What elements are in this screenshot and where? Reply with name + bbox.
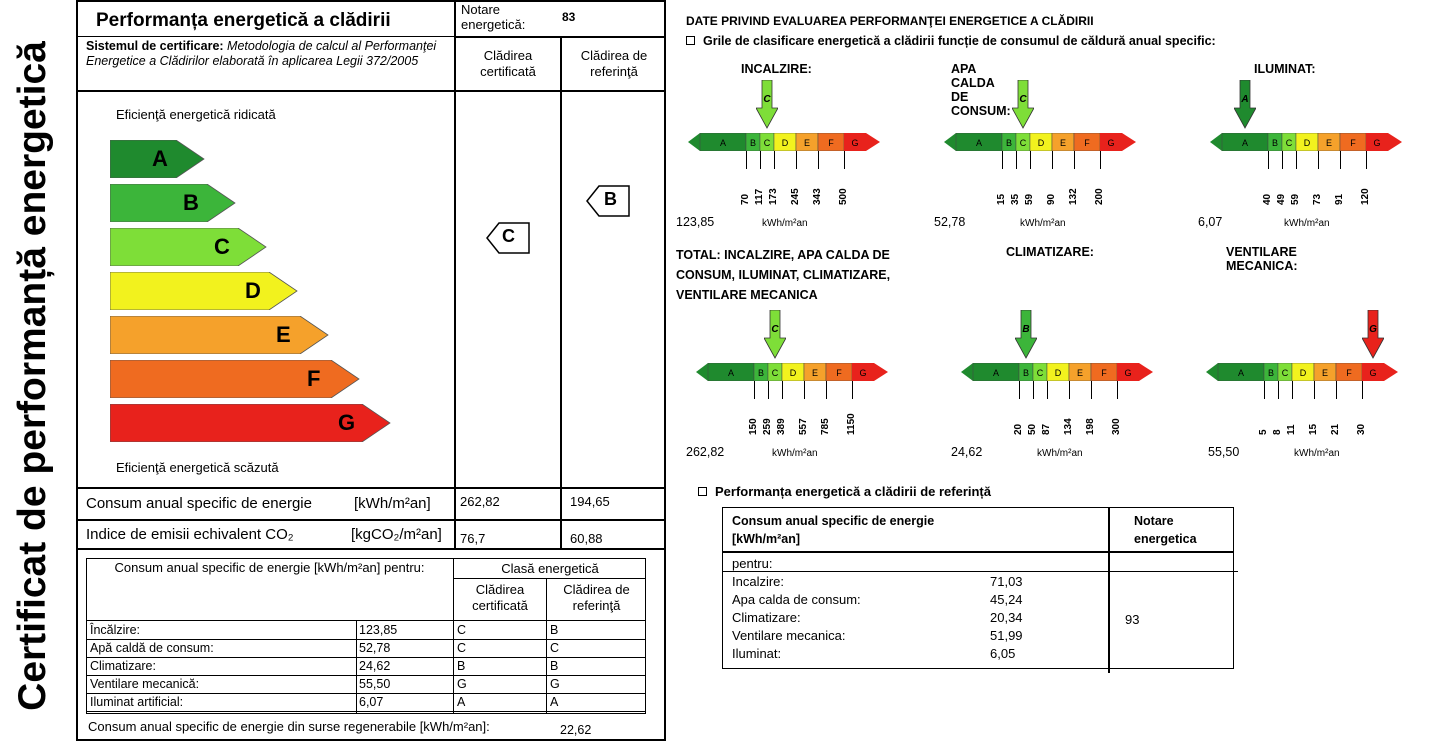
scale-tick <box>1019 381 1020 399</box>
scale-tick <box>1318 151 1319 169</box>
table-row <box>86 621 646 640</box>
table-cell-ref: B <box>550 623 559 637</box>
scale-tick <box>1264 381 1265 399</box>
scale-tick-label: 117 <box>754 188 765 205</box>
svg-text:B: B <box>1022 324 1030 335</box>
consum-cert: 262,82 <box>460 494 500 509</box>
co2-label: Indice de emisii echivalent CO₂ <box>86 526 294 543</box>
scale-tick-label: 35 <box>1010 193 1021 205</box>
scale-tick <box>1074 151 1075 169</box>
divider-v1 <box>454 0 456 548</box>
scale-tick <box>1314 381 1315 399</box>
ct-header-ref: Clădirea de referinţă <box>563 582 630 613</box>
co2-cert: 76,7 <box>460 531 486 546</box>
table-cell-value: 52,78 <box>359 641 391 655</box>
scale-tick <box>746 151 747 169</box>
table-row <box>86 657 646 676</box>
scale-tick-label: 91 <box>1334 193 1345 205</box>
ref-row-name: Ventilare mecanica: <box>732 628 846 643</box>
svg-text:A: A <box>727 368 735 378</box>
divider-h4 <box>76 548 666 550</box>
grile-title-text: Grile de clasificare energetică a clădirii funcție de consumul de căldură anual specific: <box>703 34 1216 48</box>
scale-marker-arrow-icon <box>756 80 778 135</box>
svg-text:C: C <box>1285 138 1293 148</box>
scale-tick <box>1052 151 1053 169</box>
svg-text:E: E <box>1325 138 1333 148</box>
svg-text:F: F <box>836 368 842 378</box>
scale-tick-label: 557 <box>798 418 809 435</box>
scale-tick <box>1016 151 1017 169</box>
left-panel <box>76 0 666 741</box>
energy-class-letter: B <box>183 190 199 215</box>
rt-notare: 93 <box>1125 612 1140 627</box>
notare-label: Notare energetică: <box>461 2 526 32</box>
scale-tick-label: 59 <box>1024 193 1035 205</box>
svg-text:D: D <box>781 138 789 148</box>
scale-tick-label: 11 <box>1286 424 1297 435</box>
scale-tick-label: 389 <box>776 418 787 435</box>
ref-row-value: 51,99 <box>990 628 1023 643</box>
scale-tick-label: 120 <box>1360 188 1371 205</box>
svg-text:D: D <box>789 368 797 378</box>
energy-class-bar-f <box>110 360 361 403</box>
svg-text:C: C <box>1019 138 1027 148</box>
scale-unit: kWh/m²an <box>1020 218 1066 229</box>
ref-row-name: Iluminat: <box>732 646 782 661</box>
svg-text:E: E <box>811 368 819 378</box>
rt-h2 <box>722 571 1238 572</box>
scale-tick <box>1268 151 1269 169</box>
svg-text:E: E <box>803 138 811 148</box>
svg-text:A: A <box>1241 94 1249 105</box>
divider-h1 <box>76 90 666 92</box>
scale-marker-arrow-icon <box>1362 310 1384 365</box>
svg-text:A: A <box>1237 368 1245 378</box>
ref-row-value: 20,34 <box>990 610 1023 625</box>
scale-unit: kWh/m²an <box>1294 448 1340 459</box>
scale-tick-label: 785 <box>820 418 831 435</box>
scale-tick-label: 73 <box>1312 193 1323 205</box>
table-cell-name: Ventilare mecanică: <box>90 677 200 691</box>
col-referinta: Clădirea de referinţă <box>580 48 648 79</box>
energy-class-bar-g <box>110 404 392 447</box>
consum-ref: 194,65 <box>570 494 610 509</box>
sistem-text <box>86 39 446 69</box>
ref-row-value: 6,05 <box>990 646 1016 661</box>
svg-text:C: C <box>1281 368 1289 378</box>
notare-value: 83 <box>562 10 576 24</box>
scale-tick-label: 134 <box>1063 418 1074 435</box>
svg-text:C: C <box>1036 368 1044 378</box>
ref-row-name: Climatizare: <box>732 610 801 625</box>
scale-tick <box>768 381 769 399</box>
energy-class-bar-a <box>110 140 206 183</box>
scale-tick-label: 59 <box>1290 193 1301 205</box>
scale-tick-label: 173 <box>768 188 779 205</box>
certified-class-letter: C <box>502 226 515 246</box>
table-cell-name: Încălzire: <box>90 623 141 637</box>
scale-value: 55,50 <box>1208 445 1240 459</box>
scale-value: 123,85 <box>676 215 715 229</box>
energy-class-bar-e <box>110 316 330 359</box>
rt-h1-text: Consum anual specific de energie [kWh/m²an] <box>732 514 935 546</box>
table-cell-value: 55,50 <box>359 677 391 691</box>
svg-text:A: A <box>719 138 727 148</box>
rt-h2-text: Notare energetica <box>1134 514 1197 546</box>
regen-value: 22,62 <box>560 723 592 737</box>
svg-text:C: C <box>771 324 779 335</box>
svg-text:F: F <box>1350 138 1356 148</box>
ref-title <box>698 484 991 499</box>
scale-tick <box>796 151 797 169</box>
svg-text:D: D <box>1037 138 1045 148</box>
scale-tick-label: 343 <box>812 188 823 205</box>
table-row <box>86 639 646 658</box>
svg-text:B: B <box>1022 368 1030 378</box>
scale-tick-label: 245 <box>790 188 801 205</box>
table-cell-name: Apă caldă de consum: <box>90 641 214 655</box>
ct-header-clasa: Clasă energetică <box>501 561 599 576</box>
scale-tick <box>1296 151 1297 169</box>
ref-title-text: Performanța energetică a clădirii de referință <box>715 484 991 499</box>
scale-tick <box>1336 381 1337 399</box>
scale-unit: kWh/m²an <box>1284 218 1330 229</box>
scale-marker-arrow-icon <box>764 310 786 365</box>
eff-low-label: Eficienţă energetică scăzută <box>116 460 279 475</box>
scale-title: APA CALDA DE CONSUM: <box>951 62 1011 118</box>
table-cell-value: 24,62 <box>359 659 391 673</box>
svg-text:C: C <box>1019 94 1027 105</box>
scale-unit: kWh/m²an <box>1037 448 1083 459</box>
rt-pentru: pentru: <box>732 556 773 571</box>
svg-text:G: G <box>1369 368 1377 378</box>
table-cell-ref: A <box>550 695 559 709</box>
svg-text:B: B <box>757 368 765 378</box>
scale-tick <box>1340 151 1341 169</box>
scale-title: ILUMINAT: <box>1254 62 1316 76</box>
scale-title: VENTILARE MECANICA: <box>1226 245 1298 273</box>
scale-tick <box>1069 381 1070 399</box>
divider-h0 <box>454 36 666 38</box>
scale-title: CLIMATIZARE: <box>1006 245 1094 259</box>
scale-tick-label: 50 <box>1027 423 1038 435</box>
svg-text:G: G <box>1373 138 1381 148</box>
table-cell-ref: B <box>550 659 559 673</box>
table-cell-name: Climatizare: <box>90 659 156 673</box>
rt-h1 <box>722 551 1234 553</box>
scale-tick <box>818 151 819 169</box>
svg-text:C: C <box>763 94 771 105</box>
scale-tick-label: 15 <box>996 193 1007 205</box>
svg-text:B: B <box>1267 368 1275 378</box>
ref-row-name: Incalzire: <box>732 574 785 589</box>
scale-tick <box>1278 381 1279 399</box>
svg-text:E: E <box>1076 368 1084 378</box>
scale-tick <box>782 381 783 399</box>
svg-text:B: B <box>1271 138 1279 148</box>
scale-tick-label: 200 <box>1094 188 1105 205</box>
energy-class-letter: E <box>276 322 291 347</box>
scale-tick <box>774 151 775 169</box>
co2-unit: [kgCO₂/m²an] <box>351 526 442 543</box>
scale-tick-label: 90 <box>1046 193 1057 205</box>
scale-tick-label: 300 <box>1111 418 1122 435</box>
energy-class-letter: G <box>338 410 356 435</box>
scale-title: TOTAL: INCALZIRE, APA CALDA DE CONSUM, ILUMINAT, CLIMATIZARE, VENTILARE MECANICA <box>676 248 891 302</box>
svg-text:B: B <box>749 138 757 148</box>
scale-tick <box>1117 381 1118 399</box>
consum-label: Consum anual specific de energie <box>86 495 312 512</box>
energy-class-letter: C <box>214 234 230 259</box>
reference-class-letter: B <box>604 189 617 209</box>
svg-text:A: A <box>975 138 983 148</box>
scale-tick <box>1366 151 1367 169</box>
table-cell-cert: G <box>457 677 467 691</box>
sistem-bold: Sistemul de certificare: <box>86 39 224 53</box>
energy-class-letter: A <box>152 146 168 171</box>
scale-title: INCALZIRE: <box>741 62 812 76</box>
table-cell-value: 6,07 <box>359 695 384 709</box>
regen-label: Consum anual specific de energie din surse regenerabile [kWh/m²an]: <box>88 719 490 734</box>
scale-tick <box>826 381 827 399</box>
svg-text:G: G <box>851 138 859 148</box>
scale-value: 262,82 <box>686 445 725 459</box>
energy-class-bar-d <box>110 272 299 315</box>
table-row <box>86 675 646 694</box>
scale-tick <box>804 381 805 399</box>
scale-tick <box>1100 151 1101 169</box>
vertical-title-container <box>0 0 66 751</box>
certified-class-marker <box>486 222 530 259</box>
scale-unit: kWh/m²an <box>772 448 818 459</box>
scale-marker-arrow-icon <box>1012 80 1034 135</box>
ref-row-value: 71,03 <box>990 574 1023 589</box>
right-panel <box>676 0 1438 751</box>
svg-text:F: F <box>1346 368 1352 378</box>
scale-marker-arrow-icon <box>1234 80 1256 135</box>
rt-v1 <box>1108 507 1110 673</box>
svg-text:A: A <box>1241 138 1249 148</box>
scale-tick <box>1002 151 1003 169</box>
table-cell-name: Iluminat artificial: <box>90 695 184 709</box>
table-cell-ref: C <box>550 641 560 655</box>
table-cell-cert: C <box>457 623 467 637</box>
divider-h2 <box>76 487 666 489</box>
ct-header-consum: Consum anual specific de energie [kWh/m²an] pentru: <box>114 560 425 575</box>
svg-text:E: E <box>1059 138 1067 148</box>
header-title-cell <box>78 2 454 37</box>
svg-text:C: C <box>763 138 771 148</box>
table-cell-ref: G <box>550 677 560 691</box>
eff-high-label: Eficienţă energetică ridicată <box>116 107 276 122</box>
scale-tick <box>760 151 761 169</box>
scale-tick <box>1033 381 1034 399</box>
scale-tick-label: 259 <box>762 418 773 435</box>
scale-tick-label: 87 <box>1041 423 1052 435</box>
svg-text:G: G <box>1369 324 1377 335</box>
scale-tick <box>1292 381 1293 399</box>
table-cell-cert: A <box>457 695 466 709</box>
divider-h3 <box>76 519 666 521</box>
scale-tick-label: 8 <box>1272 429 1283 435</box>
consum-unit: [kWh/m²an] <box>354 495 431 512</box>
ref-row-name: Apa calda de consum: <box>732 592 861 607</box>
energy-class-letter: D <box>245 278 261 303</box>
scale-tick-label: 198 <box>1085 418 1096 435</box>
ref-row-value: 45,24 <box>990 592 1023 607</box>
scale-tick-label: 5 <box>1258 429 1269 435</box>
svg-text:G: G <box>1107 138 1115 148</box>
table-cell-value: 123,85 <box>359 623 398 637</box>
scale-tick <box>1091 381 1092 399</box>
scale-tick <box>1362 381 1363 399</box>
scale-tick-label: 49 <box>1276 193 1287 205</box>
scale-marker-arrow-icon <box>1015 310 1037 365</box>
divider-v2 <box>560 36 562 548</box>
ct-header-cert: Clădirea certificată <box>472 582 528 613</box>
scale-tick-label: 30 <box>1356 423 1367 435</box>
energy-class-letter: F <box>307 366 321 391</box>
reference-class-marker <box>586 185 630 222</box>
scale-value: 6,07 <box>1198 215 1223 229</box>
scale-value: 24,62 <box>951 445 983 459</box>
svg-text:D: D <box>1054 368 1062 378</box>
energy-class-bar-c <box>110 228 268 271</box>
co2-ref: 60,88 <box>570 531 603 546</box>
sistem-italic: Metodologia de calcul al Performanţei Energetice a Clădirilor elaborată în aplicarea Legii 372/2005 <box>86 39 437 68</box>
header-title: Performanța energetică a clădirii <box>96 10 391 31</box>
scale-tick-label: 132 <box>1068 188 1079 205</box>
svg-text:F: F <box>1084 138 1090 148</box>
svg-text:C: C <box>771 368 779 378</box>
scale-tick-label: 15 <box>1308 423 1319 435</box>
svg-text:E: E <box>1321 368 1329 378</box>
scale-tick <box>852 381 853 399</box>
scale-tick-label: 500 <box>838 188 849 205</box>
svg-text:D: D <box>1303 138 1311 148</box>
scale-tick-label: 150 <box>748 418 759 435</box>
ct-h0 <box>453 578 646 579</box>
svg-text:B: B <box>1005 138 1013 148</box>
svg-text:F: F <box>1101 368 1107 378</box>
scale-tick <box>844 151 845 169</box>
classification-scales <box>676 0 1438 480</box>
svg-text:G: G <box>1124 368 1132 378</box>
scale-tick-label: 40 <box>1262 193 1273 205</box>
scale-tick <box>1282 151 1283 169</box>
table-cell-cert: B <box>457 659 466 673</box>
svg-text:G: G <box>859 368 867 378</box>
scale-tick-label: 1150 <box>846 413 857 435</box>
scale-tick-label: 21 <box>1330 423 1341 435</box>
svg-text:A: A <box>992 368 1000 378</box>
scale-tick-label: 20 <box>1013 423 1024 435</box>
scale-tick <box>1047 381 1048 399</box>
table-row <box>86 693 646 712</box>
energy-class-bar-b <box>110 184 237 227</box>
scale-tick <box>754 381 755 399</box>
vertical-title: Certificat de performanță energetică <box>11 41 54 711</box>
energy-class-bars <box>110 140 410 460</box>
svg-text:F: F <box>828 138 834 148</box>
scale-tick-label: 70 <box>740 193 751 205</box>
scale-tick <box>1030 151 1031 169</box>
table-cell-cert: C <box>457 641 467 655</box>
checkbox-icon <box>698 487 707 496</box>
svg-text:D: D <box>1299 368 1307 378</box>
scale-unit: kWh/m²an <box>762 218 808 229</box>
scale-value: 52,78 <box>934 215 966 229</box>
col-certificata: Clădirea certificată <box>480 48 536 79</box>
right-title: DATE PRIVIND EVALUAREA PERFORMANŢEI ENERGETICE A CLĂDIRII <box>686 14 1094 28</box>
